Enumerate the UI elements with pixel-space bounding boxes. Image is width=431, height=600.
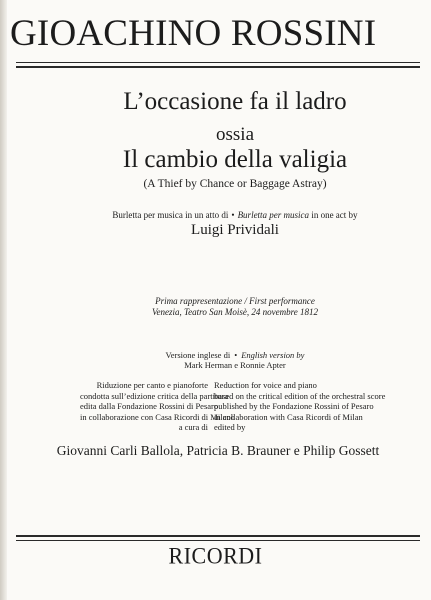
bottom-rule-thick — [16, 535, 420, 537]
reduction-english-line: published by the Fondazione Rossini of Pesaro — [214, 401, 374, 411]
reduction-italian-line: a cura di — [178, 422, 208, 432]
reduction-english-line: in collaboration with Casa Ricordi of Milan — [214, 411, 363, 422]
reduction-english-line: Reduction for voice and piano — [214, 380, 317, 390]
reduction-english-line: based on the critical edition of the orchestral score — [214, 390, 386, 401]
top-rule-thick — [16, 66, 420, 68]
editors-names: Giovanni Carli Ballola, Patricia B. Brauner e Philip Gossett — [56, 443, 380, 458]
ossia-word: ossia — [216, 124, 254, 145]
burletta-english-italic: Burletta per musica — [237, 210, 310, 220]
top-rule-thin — [16, 62, 420, 63]
bullet-separator: • — [234, 350, 238, 360]
bottom-rule-thin — [16, 540, 420, 541]
version-italian: Versione inglese di — [165, 350, 231, 360]
burletta-italian: Burletta per musica in un atto di — [112, 210, 229, 220]
burletta-line — [60, 210, 410, 220]
opera-subtitle: Il cambio della valigia — [122, 146, 348, 173]
premiere-label: Prima rappresentazione / First performance — [155, 296, 315, 306]
reduction-italian-line: in collaborazione con Casa Ricordi di Milano — [80, 411, 235, 422]
publisher-name: RICORDI — [168, 542, 263, 569]
reduction-english-block — [214, 380, 424, 433]
reduction-italian-line: condotta sull’edizione critica della partitura — [80, 390, 229, 401]
reduction-italian-line: Riduzione per canto e pianoforte — [96, 380, 208, 390]
opera-title: L’occasione fa il ladro — [123, 88, 347, 115]
premiere-venue: Venezia, Teatro San Moisè, 24 novembre 1812 — [152, 307, 318, 317]
librettist-name: Luigi Prividali — [191, 222, 279, 238]
english-title: (A Thief by Chance or Baggage Astray) — [143, 178, 327, 190]
reduction-italian-line: edita dalla Fondazione Rossini di Pesaro — [80, 401, 219, 411]
page-edge-shadow — [0, 0, 7, 600]
version-english: English version by — [241, 350, 305, 360]
reduction-english-line: edited by — [214, 422, 246, 432]
bullet-separator: • — [231, 210, 235, 220]
burletta-english-rest: in one act by — [309, 210, 358, 220]
composer-name: GIOACHINO ROSSINI — [10, 13, 377, 54]
translators: Mark Herman e Ronnie Apter — [184, 360, 286, 370]
english-version-line — [60, 350, 410, 360]
